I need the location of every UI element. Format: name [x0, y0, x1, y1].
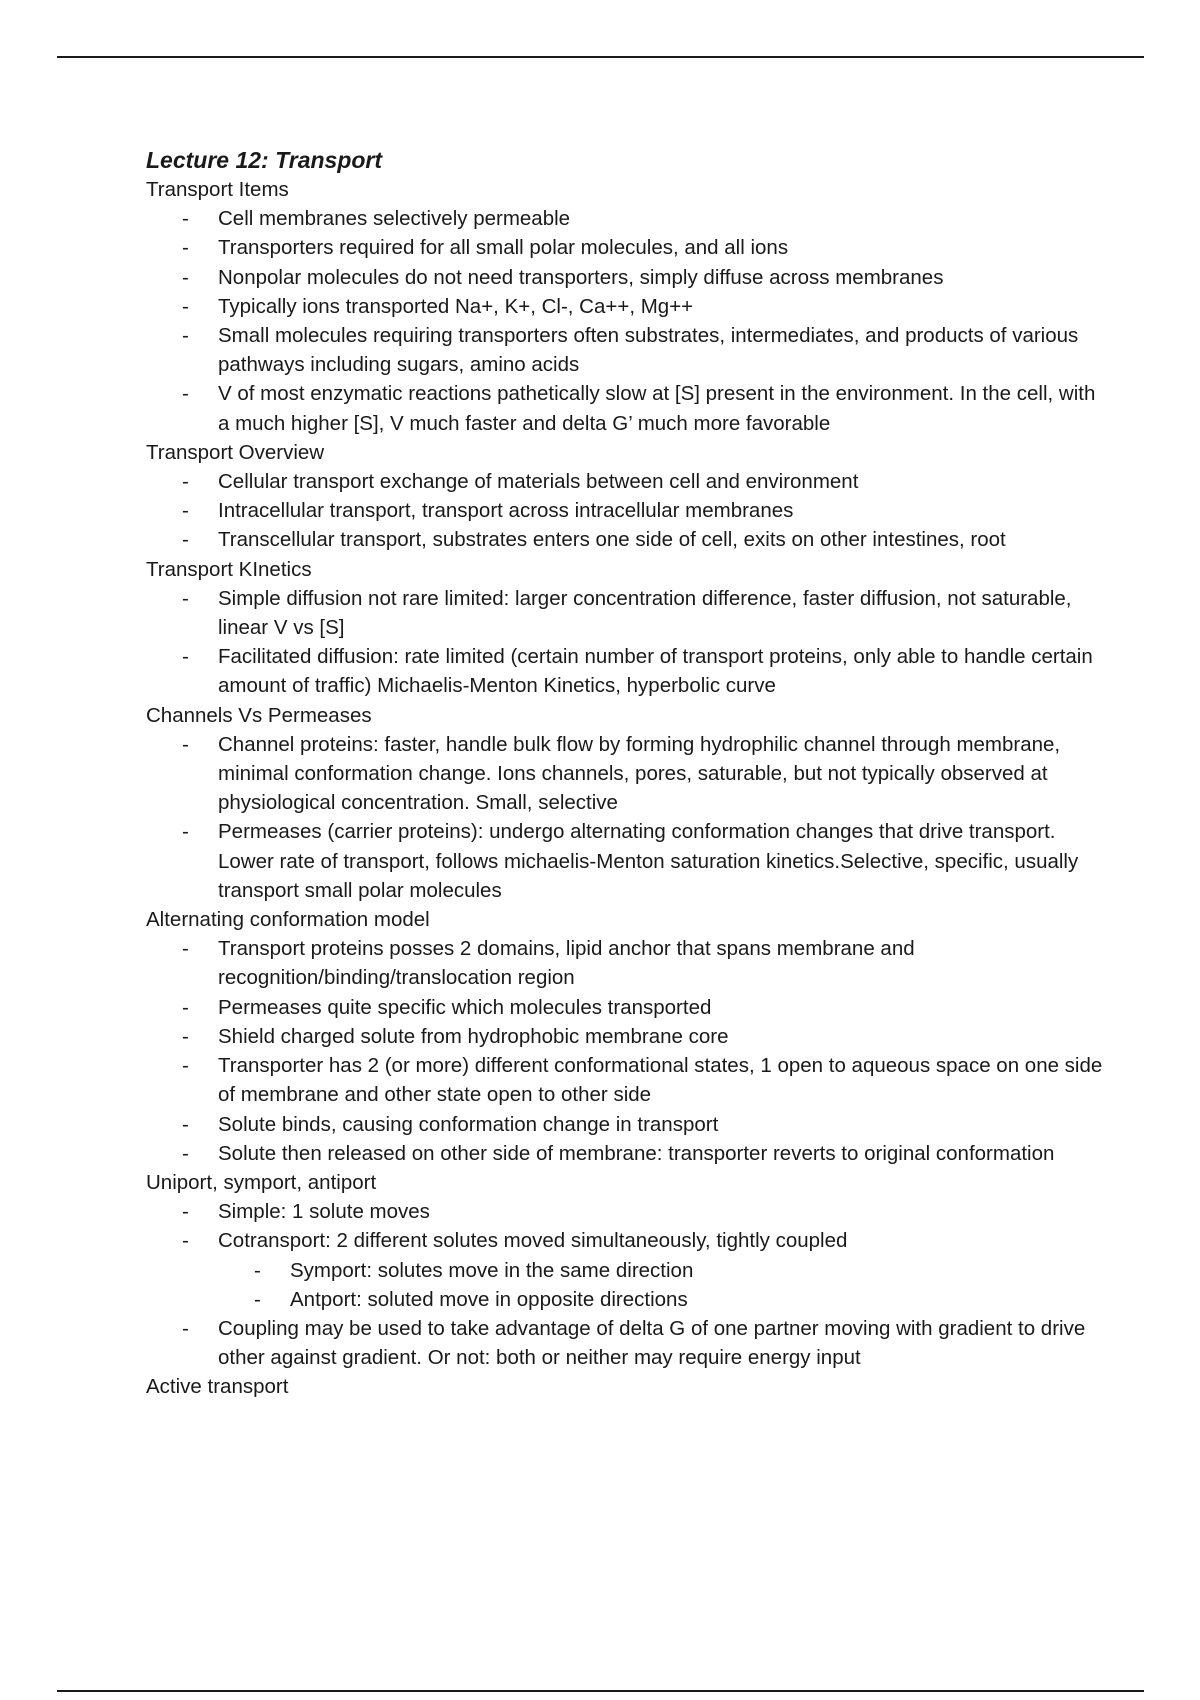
bottom-rule	[57, 1690, 1144, 1692]
list-item	[146, 204, 1106, 233]
dash-bullet-icon: -	[182, 499, 189, 523]
list-item-text: Facilitated diffusion: rate limited (certain number of transport proteins, only able to handle certain amount of traffic) Michaelis-Menton Kinetics, hyperbolic curve	[218, 645, 1093, 698]
list-item-text: Small molecules requiring transporters often substrates, intermediates, and products of various pathways including sugars, amino acids	[218, 324, 1079, 377]
dash-bullet-icon: -	[182, 1200, 189, 1224]
list-item-text: Channel proteins: faster, handle bulk flow by forming hydrophilic channel through membrane, minimal conformation change. Ions channels, pores, saturable, but not typically observed at physiological concentration. Small, selective	[218, 732, 1061, 815]
dash-bullet-icon: -	[182, 1229, 189, 1253]
dash-bullet-icon: -	[182, 470, 189, 494]
dash-bullet-icon: -	[182, 382, 189, 406]
list-item	[146, 496, 1106, 525]
list-item	[146, 584, 1106, 642]
sub-bullet-list	[218, 1256, 1106, 1314]
list-item-text: V of most enzymatic reactions pathetically slow at [S] present in the environment. In the cell, with a much higher [S], V much faster and delta G’ much more favorable	[218, 382, 1096, 435]
list-item	[146, 730, 1106, 818]
list-item	[146, 817, 1106, 905]
list-item	[146, 1139, 1106, 1168]
list-item	[146, 1051, 1106, 1109]
dash-bullet-icon: -	[182, 820, 189, 844]
dash-bullet-icon: -	[182, 1054, 189, 1078]
dash-bullet-icon: -	[182, 236, 189, 260]
list-item	[146, 321, 1106, 379]
dash-bullet-icon: -	[182, 995, 189, 1019]
dash-bullet-icon: -	[254, 1287, 261, 1311]
list-item-text: Permeases (carrier proteins): undergo alternating conformation changes that drive transport. Lower rate of transport, follows michaelis-Menton saturation kinetics.Selective, specific, usually transport small polar molecules	[218, 820, 1079, 902]
dash-bullet-icon: -	[182, 528, 189, 552]
bullet-list	[146, 467, 1106, 555]
bullet-list	[146, 934, 1106, 1168]
section-heading: Transport Overview	[146, 440, 325, 464]
dash-bullet-icon: -	[182, 1024, 189, 1048]
list-item-text: Permeases quite specific which molecules transported	[218, 995, 712, 1019]
dash-bullet-icon: -	[182, 294, 189, 318]
list-item-text: Solute binds, causing conformation change in transport	[218, 1112, 719, 1136]
list-item-text: Typically ions transported Na+, K+, Cl-, Ca++, Mg++	[218, 294, 694, 318]
document-body	[146, 145, 1106, 1402]
section-heading: Alternating conformation model	[146, 908, 430, 932]
list-item-text: Solute then released on other side of membrane: transporter reverts to original conformation	[218, 1141, 1055, 1165]
sub-list-item	[218, 1285, 1106, 1314]
list-item	[146, 1314, 1106, 1372]
list-item-text: Transcellular transport, substrates enters one side of cell, exits on other intestines, root	[218, 528, 1006, 552]
section-heading: Uniport, symport, antiport	[146, 1170, 377, 1194]
list-item-text: Nonpolar molecules do not need transporters, simply diffuse across membranes	[218, 265, 944, 289]
list-item-text: Coupling may be used to take advantage of delta G of one partner moving with gradient to drive other against gradient. Or not: both or neither may require energy input	[218, 1316, 1086, 1370]
dash-bullet-icon: -	[182, 1112, 189, 1136]
list-item	[146, 1197, 1106, 1226]
list-item	[146, 467, 1106, 496]
list-item-text: Cellular transport exchange of materials between cell and environment	[218, 470, 859, 494]
list-item-text: Simple diffusion not rare limited: larger concentration difference, faster diffusion, not saturable, linear V vs [S]	[218, 586, 1072, 640]
dash-bullet-icon: -	[182, 324, 189, 348]
list-item	[146, 934, 1106, 992]
sub-list-item-text: Symport: solutes move in the same direction	[290, 1258, 694, 1282]
list-item-text: Cell membranes selectively permeable	[218, 207, 571, 231]
dash-bullet-icon: -	[182, 1141, 189, 1165]
list-item	[146, 642, 1106, 700]
section-heading: Active transport	[146, 1375, 289, 1399]
list-item	[146, 379, 1106, 437]
section-heading: Transport Items	[146, 178, 289, 201]
sub-list-item-text: Antport: soluted move in opposite directions	[290, 1287, 688, 1311]
bullet-list	[146, 730, 1106, 905]
bullet-list	[146, 1197, 1106, 1372]
list-item	[146, 233, 1106, 262]
list-item	[146, 525, 1106, 554]
section-heading: Channels Vs Permeases	[146, 703, 372, 727]
list-item-text: Simple: 1 solute moves	[218, 1200, 430, 1224]
section-heading: Transport KInetics	[146, 557, 312, 581]
list-item	[146, 263, 1106, 292]
list-item-text: Intracellular transport, transport across intracellular membranes	[218, 499, 794, 523]
bullet-list	[146, 204, 1106, 438]
dash-bullet-icon: -	[182, 586, 189, 610]
list-item-text: Transporter has 2 (or more) different conformational states, 1 open to aqueous space on one side of membrane and other state open to other side	[218, 1054, 1103, 1107]
list-item	[146, 1226, 1106, 1314]
list-item-text: Cotransport: 2 different solutes moved simultaneously, tightly coupled	[218, 1229, 848, 1253]
dash-bullet-icon: -	[182, 265, 189, 289]
list-item-text: Transport proteins posses 2 domains, lipid anchor that spans membrane and recognition/binding/translocation region	[218, 937, 915, 990]
top-rule	[57, 56, 1144, 58]
list-item	[146, 1022, 1106, 1051]
list-item	[146, 1110, 1106, 1139]
page-title: Lecture 12: Transport	[146, 147, 383, 173]
dash-bullet-icon: -	[182, 937, 189, 961]
list-item-text: Transporters required for all small polar molecules, and all ions	[218, 236, 789, 260]
list-item	[146, 292, 1106, 321]
bullet-list	[146, 584, 1106, 701]
dash-bullet-icon: -	[182, 207, 189, 231]
dash-bullet-icon: -	[182, 645, 189, 669]
dash-bullet-icon: -	[182, 1316, 189, 1340]
dash-bullet-icon: -	[182, 732, 189, 756]
sub-list-item	[218, 1256, 1106, 1285]
list-item-text: Shield charged solute from hydrophobic membrane core	[218, 1024, 729, 1048]
dash-bullet-icon: -	[254, 1258, 261, 1282]
list-item	[146, 993, 1106, 1022]
